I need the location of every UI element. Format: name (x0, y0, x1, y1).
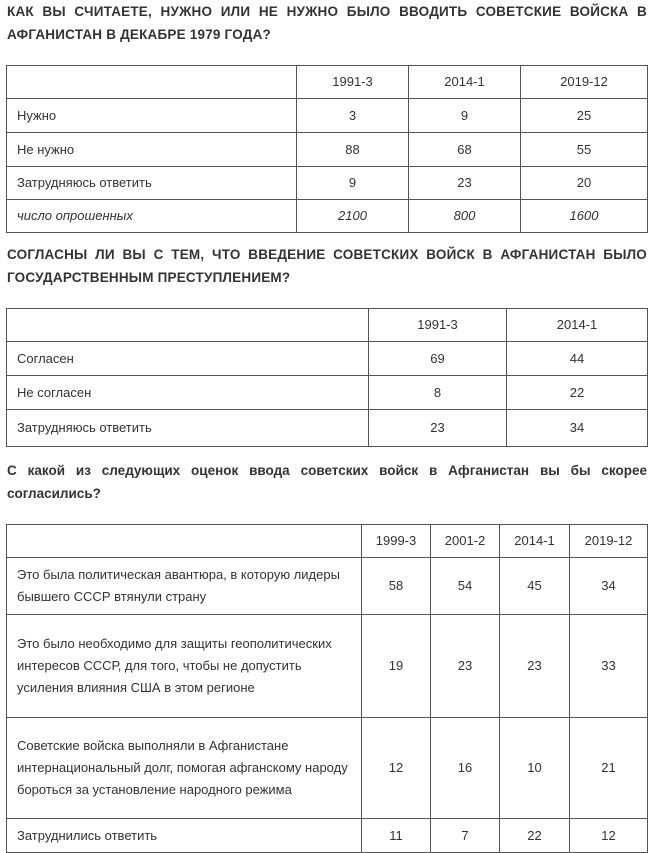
column-header: 2014-1 (409, 66, 521, 99)
row-label: Это было необходимо для защиты геополитических интересов СССР, для того, чтобы не допустить усиления влияния США в этом регионе (7, 615, 362, 718)
table-row (7, 558, 648, 615)
cell-value: 22 (500, 819, 570, 853)
cell-value: 44 (507, 342, 648, 376)
row-label: Не согласен (7, 376, 369, 410)
q1-title: КАК ВЫ СЧИТАЕТЕ, НУЖНО ИЛИ НЕ НУЖНО БЫЛО ВВОДИТЬ СОВЕТСКИЕ ВОЙСКА В АФГАНИСТАН В ДЕКАБРЕ 1979 ГОДА? (7, 4, 647, 42)
cell-value: 21 (570, 718, 648, 819)
table-header-row (7, 309, 648, 342)
q2-title: СОГЛАСНЫ ЛИ ВЫ С ТЕМ, ЧТО ВВЕДЕНИЕ СОВЕТСКИХ ВОЙСК В АФГАНИСТАН БЫЛО ГОСУДАРСТВЕННЫМ ПРЕСТУПЛЕНИЕМ? (7, 247, 647, 285)
table-row (7, 167, 648, 200)
table-row (7, 376, 648, 410)
cell-value: 19 (362, 615, 431, 718)
cell-value: 23 (409, 167, 521, 200)
cell-value: 1600 (521, 200, 648, 233)
cell-value: 16 (431, 718, 500, 819)
table-row (7, 133, 648, 167)
cell-value: 54 (431, 558, 500, 615)
row-label: Не нужно (7, 133, 297, 167)
cell-value: 12 (362, 718, 431, 819)
row-label: число опрошенных (7, 200, 297, 233)
cell-value: 88 (297, 133, 409, 167)
cell-value: 7 (431, 819, 500, 853)
cell-value: 33 (570, 615, 648, 718)
column-header: 1991-3 (369, 309, 507, 342)
cell-value: 9 (297, 167, 409, 200)
column-header: 2014-1 (500, 525, 570, 558)
column-header: 2014-1 (507, 309, 648, 342)
table-row (7, 342, 648, 376)
cell-value: 23 (369, 410, 507, 447)
cell-value: 9 (409, 99, 521, 133)
cell-value: 23 (500, 615, 570, 718)
table-header-row (7, 525, 648, 558)
cell-value: 12 (570, 819, 648, 853)
cell-value: 2100 (297, 200, 409, 233)
cell-value: 3 (297, 99, 409, 133)
cell-value: 34 (570, 558, 648, 615)
cell-value: 23 (431, 615, 500, 718)
header-empty-cell (7, 525, 362, 558)
cell-value: 25 (521, 99, 648, 133)
cell-value: 58 (362, 558, 431, 615)
column-header: 1999-3 (362, 525, 431, 558)
row-label: Советские войска выполняли в Афганистане интернациональный долг, помогая афганскому народу бороться за установление народного режима (7, 718, 362, 819)
cell-value: 20 (521, 167, 648, 200)
cell-value: 800 (409, 200, 521, 233)
cell-value: 45 (500, 558, 570, 615)
cell-value: 11 (362, 819, 431, 853)
row-label: Затрудняюсь ответить (7, 410, 369, 447)
table-row (7, 819, 648, 853)
q3-title: С какой из следующих оценок ввода советских войск в Афганистан вы бы скорее согласились? (7, 463, 647, 501)
table-row (7, 99, 648, 133)
table-header-row (7, 66, 648, 99)
table-row (7, 410, 648, 447)
cell-value: 22 (507, 376, 648, 410)
cell-value: 68 (409, 133, 521, 167)
cell-value: 55 (521, 133, 648, 167)
row-label: Согласен (7, 342, 369, 376)
row-label: Затруднились ответить (7, 819, 362, 853)
q3-table (6, 524, 648, 853)
cell-value: 34 (507, 410, 648, 447)
cell-value: 69 (369, 342, 507, 376)
column-header: 1991-3 (297, 66, 409, 99)
row-label: Это была политическая авантюра, в которую лидеры бывшего СССР втянули страну (7, 558, 362, 615)
q1-table (6, 65, 648, 233)
cell-value: 10 (500, 718, 570, 819)
row-label: Затрудняюсь ответить (7, 167, 297, 200)
column-header: 2019-12 (521, 66, 648, 99)
row-label: Нужно (7, 99, 297, 133)
table-row (7, 200, 648, 233)
header-empty-cell (7, 66, 297, 99)
column-header: 2019-12 (570, 525, 648, 558)
column-header: 2001-2 (431, 525, 500, 558)
table-row (7, 718, 648, 819)
q2-table (6, 308, 648, 447)
table-row (7, 615, 648, 718)
cell-value: 8 (369, 376, 507, 410)
header-empty-cell (7, 309, 369, 342)
